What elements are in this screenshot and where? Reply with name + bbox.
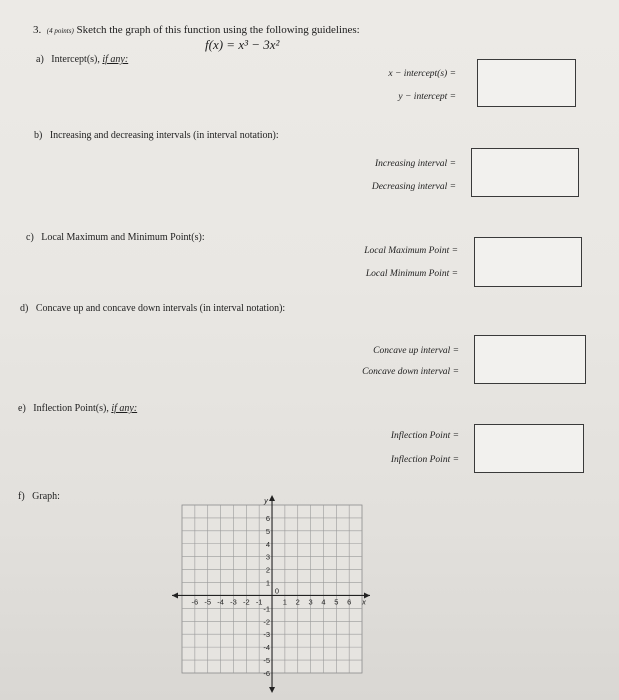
x-tick-label: -2 xyxy=(242,597,250,607)
part-b-prompt xyxy=(34,130,279,141)
inflection-point-label-1: Inflection Point = xyxy=(390,431,459,441)
y-tick-label: 1 xyxy=(265,578,271,588)
y-tick-label: 4 xyxy=(265,539,271,549)
part-f-letter: f) xyxy=(18,491,25,502)
origin-label: 0 xyxy=(274,586,280,596)
y-tick-label: 6 xyxy=(265,513,271,523)
part-e-text: Inflection Point(s), xyxy=(33,403,112,414)
part-d-prompt xyxy=(20,303,285,314)
y-tick-label: -4 xyxy=(263,643,271,653)
x-tick-label: -6 xyxy=(191,597,199,607)
part-a-text: Intercept(s), xyxy=(51,54,103,65)
y-tick-label: -3 xyxy=(263,630,271,640)
part-e-letter: e) xyxy=(18,403,26,414)
decreasing-interval-label: Decreasing interval = xyxy=(371,182,456,192)
y-tick-label: 5 xyxy=(265,526,271,536)
part-d-text: Concave up and concave down intervals (in interval notation): xyxy=(35,303,286,314)
intercepts-answer-box[interactable] xyxy=(477,59,576,107)
part-d-letter: d) xyxy=(20,303,29,314)
x-tick-label: 3 xyxy=(308,597,313,607)
y-tick-label: 2 xyxy=(265,565,271,575)
y-axis-arrow-up xyxy=(269,495,275,501)
inflection-point-label-2: Inflection Point = xyxy=(390,455,459,465)
question-instruction: Sketch the graph of this function using the following guidelines: xyxy=(76,24,360,36)
x-tick-label: 1 xyxy=(282,597,287,607)
part-e-prompt xyxy=(18,403,137,414)
part-e-emph: if any: xyxy=(111,403,138,414)
question-number: 3. xyxy=(33,24,42,36)
part-a-emph: if any: xyxy=(102,54,129,65)
local-min-label: Local Minimum Point = xyxy=(365,269,458,279)
concave-up-label: Concave up interval = xyxy=(373,346,459,356)
x-tick-label: 4 xyxy=(321,597,326,607)
x-tick-label: 2 xyxy=(295,597,300,607)
part-f-prompt xyxy=(18,491,60,502)
question-points: (4 points) xyxy=(46,27,74,35)
intervals-answer-box[interactable] xyxy=(471,148,579,197)
x-tick-label: -1 xyxy=(255,597,263,607)
x-tick-label: 5 xyxy=(334,597,339,607)
function-definition: f(x) = x³ − 3x² xyxy=(205,37,280,52)
y-tick-label: -5 xyxy=(263,656,271,666)
part-c-prompt xyxy=(26,232,205,243)
x-tick-label: 6 xyxy=(347,597,352,607)
part-f-text: Graph: xyxy=(32,491,60,502)
x-axis-label: x xyxy=(362,597,366,607)
y-axis-label: y xyxy=(264,496,268,505)
y-tick-label: -1 xyxy=(263,604,271,614)
x-intercept-label: x − intercept(s) = xyxy=(388,69,456,79)
y-axis-arrow-down xyxy=(269,687,275,693)
part-c-letter: c) xyxy=(26,232,34,243)
x-tick-label: -3 xyxy=(230,597,237,607)
part-b-text: Increasing and decreasing intervals (in interval notation): xyxy=(49,130,279,141)
part-a-letter: a) xyxy=(36,54,44,65)
question-header xyxy=(33,24,360,36)
extrema-answer-box[interactable] xyxy=(474,237,582,287)
concavity-answer-box[interactable] xyxy=(474,335,586,384)
y-tick-label: -6 xyxy=(263,668,271,678)
y-tick-label: 3 xyxy=(265,552,271,562)
coordinate-grid[interactable] xyxy=(172,495,372,693)
inflection-answer-box[interactable] xyxy=(474,424,584,473)
part-b-letter: b) xyxy=(34,130,43,141)
x-tick-label: -4 xyxy=(217,597,224,607)
x-axis-arrow-left xyxy=(172,592,178,598)
increasing-interval-label: Increasing interval = xyxy=(375,159,456,169)
part-a-prompt xyxy=(36,54,128,65)
part-c-text: Local Maximum and Minimum Point(s): xyxy=(41,232,205,243)
y-tick-label: -2 xyxy=(263,617,271,627)
concave-down-label: Concave down interval = xyxy=(362,367,459,377)
x-tick-label: -5 xyxy=(204,597,212,607)
y-intercept-label: y − intercept = xyxy=(398,92,456,102)
local-max-label: Local Maximum Point = xyxy=(364,246,458,256)
